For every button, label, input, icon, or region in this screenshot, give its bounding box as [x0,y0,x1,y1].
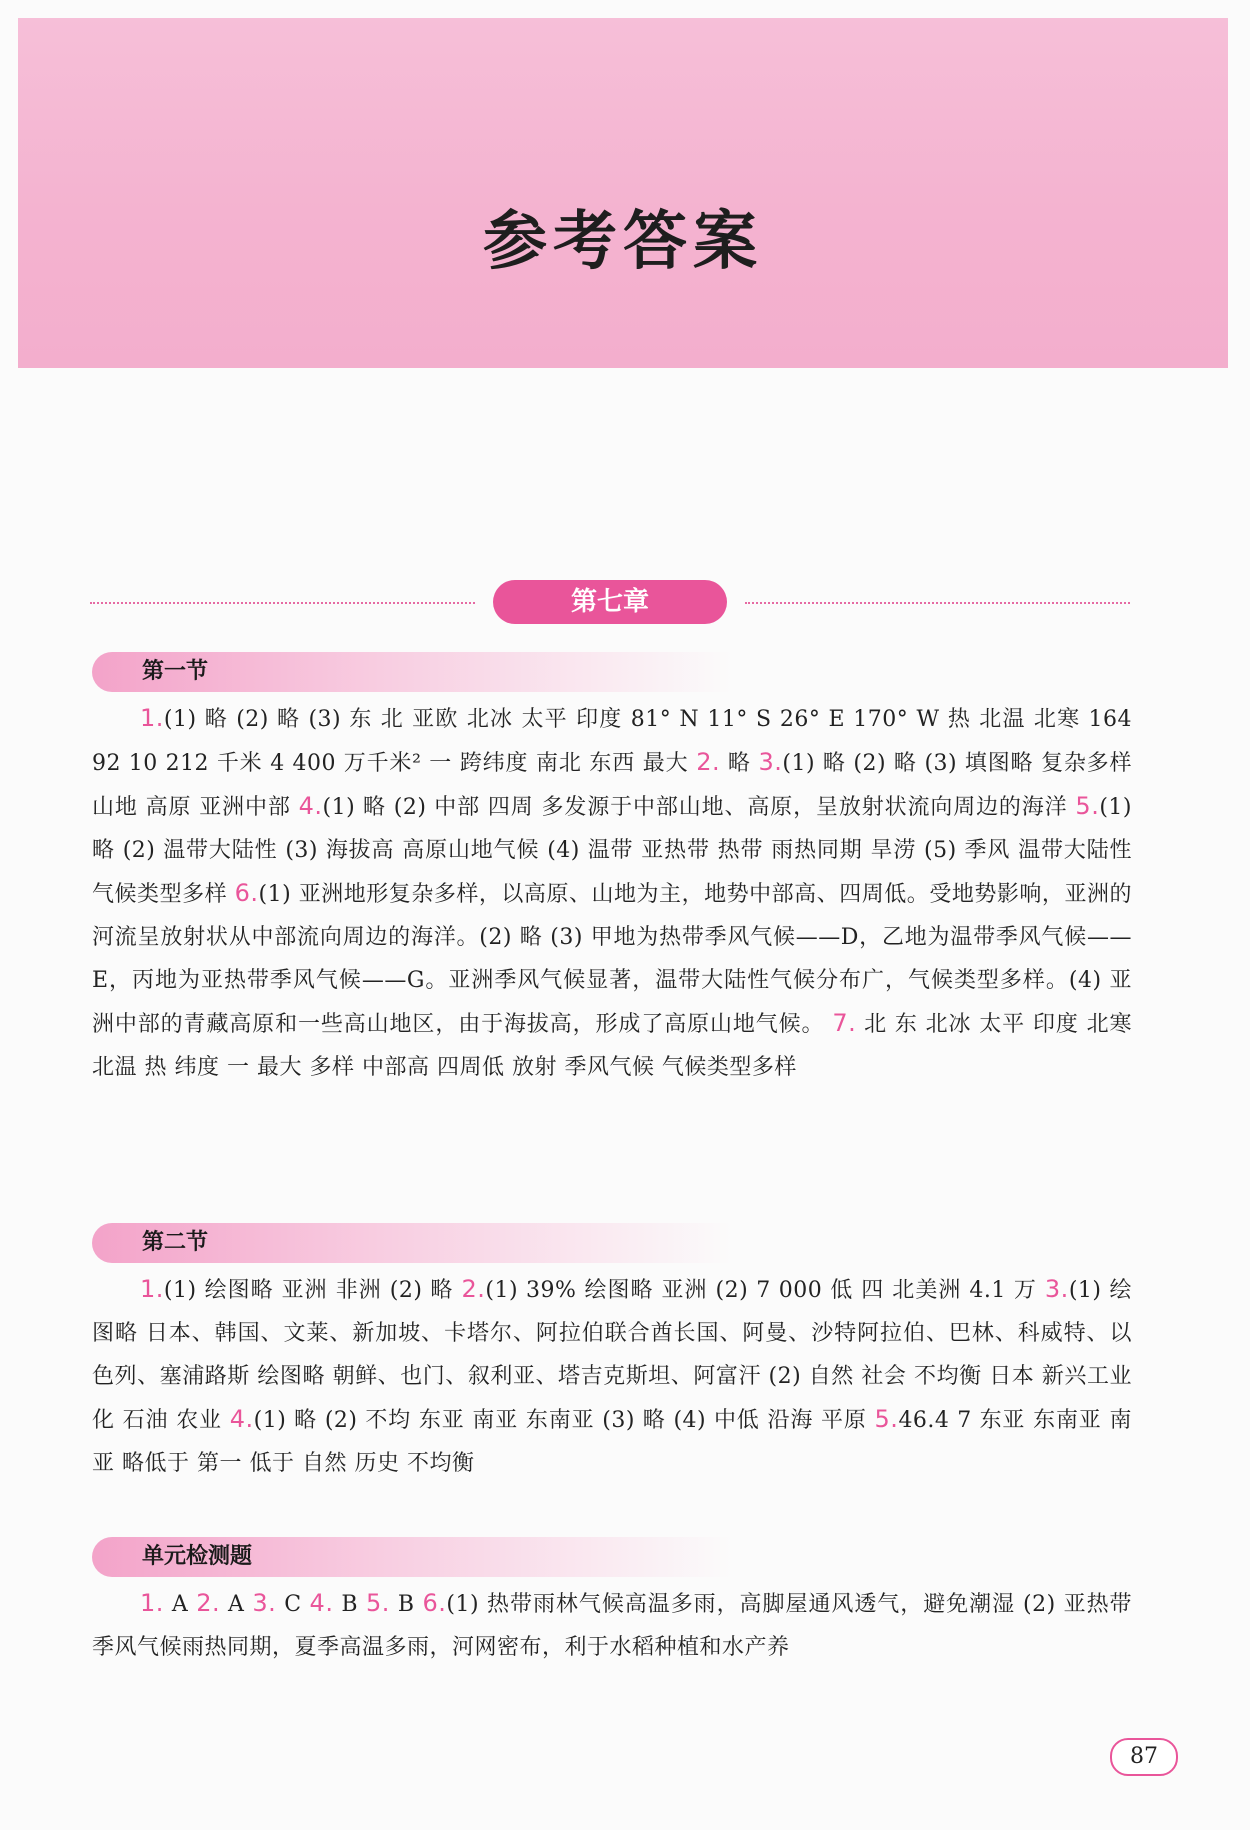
section-title: 第一节 [142,659,209,684]
chapter-header [90,580,1130,626]
answer-text: 46.4 7 东亚 东南亚 南亚 略低于 第一 低于 自然 历史 不均衡 [92,1408,1132,1476]
question-number: 2. [696,748,721,776]
question-number: 2. [461,1275,486,1303]
answer-text: A [163,1592,197,1617]
question-number: 2. [196,1589,221,1617]
question-number: 4. [298,792,323,820]
section-title: 单元检测题 [142,1544,253,1569]
question-number: 7. [832,1009,857,1037]
answer-text: (1) 略 (2) 略 (3) 填图略 复杂多样 山地 高原 亚洲中部 [92,751,1132,820]
question-number: 5. [874,1405,899,1433]
answers-section-1 [92,697,1132,1089]
dotted-divider-left [90,602,475,604]
question-number: 1. [140,704,164,732]
page-number: 87 [1110,1738,1178,1776]
answer-text: B [389,1592,423,1617]
answer-text: (1) 热带雨林气候高温多雨，高脚屋通风透气，避免潮湿 (2) 亚热带季风气候雨热同期，夏季高温多雨，河网密布，利于水稻种植和水产养 [92,1592,1133,1660]
question-number: 5. [366,1589,390,1617]
answers-section-3 [92,1582,1132,1669]
question-number: 6. [234,879,259,907]
answer-paragraph [92,1268,1132,1485]
section-heading-2 [92,1223,732,1263]
question-number: 3. [758,748,783,776]
question-number: 6. [422,1589,447,1617]
section-heading-1 [92,652,732,692]
question-number: 4. [309,1589,334,1617]
title-banner [18,18,1228,368]
answer-text: B [333,1592,367,1617]
answer-text: (1) 绘图略 亚洲 非洲 (2) 略 [163,1278,462,1303]
answer-text: (1) 略 (2) 略 (3) 东 北 亚欧 北冰 太平 印度 81° N 11° S 26° E 170° W 热 北温 北寒 164 92 10 212 千米 4 400 万千米² 一 跨纬度 南北 东西 最大 [92,707,1132,776]
question-number: 3. [1044,1275,1069,1303]
question-number: 1. [140,1589,164,1617]
answer-text: 北 东 北冰 太平 印度 北寒 北温 热 纬度 一 最大 多样 中部高 四周低 放射 季风气候 气候类型多样 [92,1012,1132,1080]
section-title: 第二节 [142,1230,209,1255]
answer-paragraph [92,1582,1132,1669]
answer-text: (1) 39% 绘图略 亚洲 (2) 7 000 低 四 北美洲 4.1 万 [485,1278,1045,1303]
question-number: 3. [252,1589,277,1617]
answer-paragraph [92,697,1132,1089]
answer-text: 略 [720,751,759,776]
page-title: 参考答案 [483,205,763,279]
answer-text: (1) 亚洲地形复杂多样，以高原、山地为主，地势中部高、四周低。受地势影响，亚洲的河流呈放射状从中部流向周边的海洋。(2) 略 (3) 甲地为热带季风气候——D，乙地为温带季风气候——E，丙地为亚热带季风气候——G。亚洲季风气候显著，温带大陆性气候分布广，气候类型多样。(4) 亚洲中部的青藏高原和一些高山地区，由于海拔高，形成了高原山地气候。 [92,882,1132,1037]
answer-text: (1) 略 (2) 不均 东亚 南亚 东南亚 (3) 略 (4) 中低 沿海 平原 [253,1408,875,1433]
answer-text: (1) 略 (2) 温带大陆性 (3) 海拔高 高原山地气候 (4) 温带 亚热带 热带 雨热同期 旱涝 (5) 季风 温带大陆性 气候类型多样 [92,795,1132,907]
answers-section-2 [92,1268,1132,1485]
dotted-divider-right [745,602,1130,604]
section-heading-3 [92,1537,732,1577]
answer-text: (1) 略 (2) 中部 四周 多发源于中部山地、高原，呈放射状流向周边的海洋 [322,795,1076,820]
question-number: 1. [140,1275,164,1303]
chapter-label: 第七章 [493,580,727,624]
answer-text: (1) 绘图略 日本、韩国、文莱、新加坡、卡塔尔、阿拉伯联合酋长国、阿曼、沙特阿拉伯、巴林、科威特、以色列、塞浦路斯 绘图略 朝鲜、也门、叙利亚、塔吉克斯坦、阿富汗 (2) 自然 社会 不均衡 日本 新兴工业化 石油 农业 [92,1278,1132,1433]
question-number: 4. [229,1405,254,1433]
question-number: 5. [1075,792,1100,820]
answer-text: C [276,1592,310,1617]
answer-text: A [220,1592,253,1617]
